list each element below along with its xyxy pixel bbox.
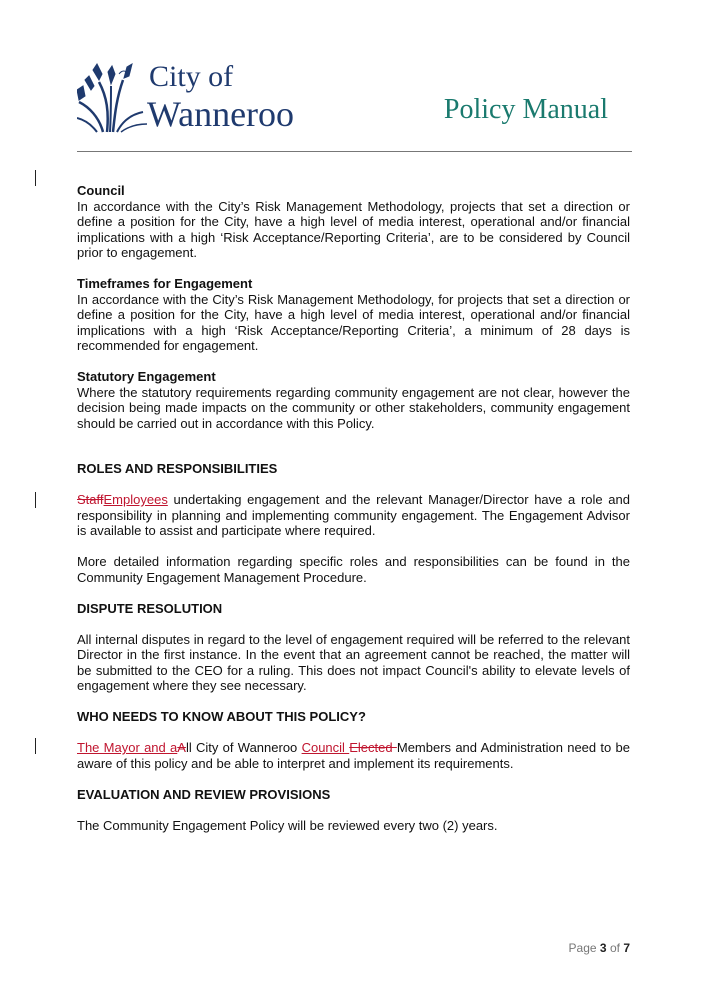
who-paragraph — [77, 740, 630, 771]
header-divider — [77, 151, 632, 152]
who-text-1: ll City of Wanneroo — [185, 740, 302, 755]
council-heading: Council — [77, 183, 125, 198]
timeframes-heading: Timeframes for Engagement — [77, 276, 253, 291]
timeframes-paragraph: In accordance with the City’s Risk Management Methodology, for projects that set a direction or define a position for the City, have a high level of media interest, operational and/or financial implications with a high ‘Risk Acceptance/Reporting Criteria’, a minimum of 28 days is recommended for engagement. — [77, 291, 630, 353]
dispute-heading: DISPUTE RESOLUTION — [77, 600, 223, 616]
revision-change-bar — [35, 492, 36, 508]
council-paragraph: In accordance with the City’s Risk Management Methodology, projects that set a direction or define a position for the City, have a high level of media interest, operational and/or financial implications with a high ‘Risk Acceptance/Reporting Criteria’, are to be considered by Council prior to engagement. — [77, 198, 630, 260]
roles-paragraph-text: undertaking engagement and the relevant Manager/Director have a role and responsibility in planning and implementing community engagement. The Engagement Advisor is available to assist and participate where required. — [77, 492, 630, 538]
tracked-insertion: The Mayor and a — [77, 740, 178, 755]
tracked-deletion: Staff — [77, 492, 104, 507]
current-page-number: 3 — [599, 941, 607, 955]
page-word: Page — [568, 941, 597, 955]
page-number-footer — [569, 941, 630, 955]
revision-change-bar — [35, 170, 36, 186]
revision-change-bar — [35, 738, 36, 754]
of-word: of — [609, 941, 620, 955]
dispute-paragraph: All internal disputes in regard to the level of engagement required will be referred to the relevant Director in the first instance. In the event that an agreement cannot be reached, the matter will be submitted to the CEO for a ruling. This does not impact Council's ability to elevate levels of engagement where they see necessary. — [77, 631, 630, 693]
logo-city-text: City of — [149, 60, 234, 93]
who-text-2: Members and Administration need to be aware of this policy and be able to interpret and implement its requirements. — [77, 740, 630, 771]
roles-paragraph — [77, 492, 630, 539]
roles-heading: ROLES AND RESPONSIBILITIES — [77, 461, 278, 476]
who-heading: WHO NEEDS TO KNOW ABOUT THIS POLICY? — [77, 709, 366, 724]
policy-manual-title: Policy Manual — [443, 94, 608, 125]
statutory-paragraph: Where the statutory requirements regarding community engagement are not clear, however the decision being made impacts on the community or other stakeholders, community engagement should be carried out in accordance with this Policy. — [77, 384, 630, 431]
tracked-insertion: Employees — [103, 492, 168, 507]
total-page-count: 7 — [623, 941, 630, 955]
logo-name-text: Wanneroo — [147, 94, 295, 134]
evaluation-heading: EVALUATION AND REVIEW PROVISIONS — [77, 786, 331, 802]
evaluation-paragraph: The Community Engagement Policy will be reviewed every two (2) years. — [77, 817, 498, 833]
page-header — [0, 0, 706, 155]
tracked-deletion: A — [177, 740, 186, 755]
statutory-heading: Statutory Engagement — [77, 369, 216, 384]
tracked-deletion: Elected — [349, 740, 397, 755]
tracked-insertion: Council — [301, 740, 350, 755]
roles-paragraph-2: More detailed information regarding specific roles and responsibilities can be found in the Community Engagement Management Procedure. — [77, 554, 630, 585]
document-body — [77, 183, 630, 833]
